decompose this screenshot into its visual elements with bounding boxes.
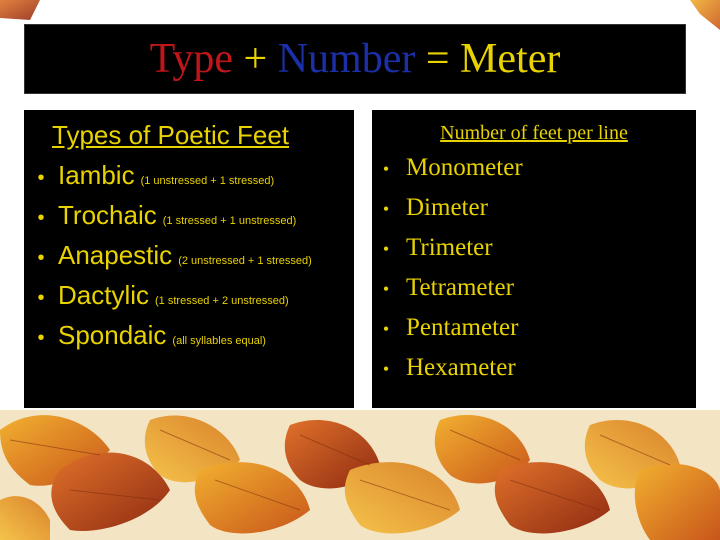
poetic-feet-heading: Types of Poetic Feet [52,120,290,150]
foot-description: (1 unstressed + 1 stressed) [140,175,275,187]
foot-name: Dactylic [58,280,150,310]
bullet-icon: • [382,319,390,339]
foot-name: Trochaic [58,200,157,230]
bullet-icon: • [37,287,45,309]
list-item [372,234,523,274]
meter-panel [372,110,696,408]
list-item [24,280,312,320]
title-meter: Meter [460,36,561,82]
slide-title [24,24,686,94]
meter-name: Pentameter [406,314,519,341]
foot-description: (2 unstressed + 1 stressed) [178,255,312,267]
poetic-feet-list [24,160,312,360]
bullet-icon: • [37,327,45,349]
title-equals: = [425,36,450,82]
foot-name: Iambic [58,160,135,190]
bullet-icon: • [382,359,390,379]
foot-name: Spondaic [58,320,167,350]
list-item [24,320,312,360]
meter-name: Trimeter [406,234,493,261]
title-number: Number [277,36,416,82]
bullet-icon: • [37,207,45,229]
meter-name: Monometer [406,154,523,181]
list-item [372,354,523,394]
list-item [372,154,523,194]
bullet-icon: • [382,239,390,259]
bullet-icon: • [382,279,390,299]
meter-heading: Number of feet per line [440,122,628,144]
bullet-icon: • [382,199,390,219]
bullet-icon: • [382,159,390,179]
list-item [372,274,523,314]
foot-description: (all syllables equal) [172,335,266,347]
foot-description: (1 stressed + 1 unstressed) [162,215,297,227]
meter-name: Hexameter [406,354,516,381]
list-item [372,194,523,234]
title-type: Type [149,36,234,82]
meter-list [372,154,523,394]
meter-name: Tetrameter [406,274,514,301]
list-item [24,200,312,240]
foot-name: Anapestic [58,240,173,270]
meter-name: Dimeter [406,194,488,221]
title-plus: + [243,36,268,82]
bullet-icon: • [37,167,45,189]
list-item [372,314,523,354]
list-item [24,240,312,280]
list-item [24,160,312,200]
foot-description: (1 stressed + 2 unstressed) [155,295,289,307]
bullet-icon: • [37,247,45,269]
poetic-feet-panel [24,110,354,408]
